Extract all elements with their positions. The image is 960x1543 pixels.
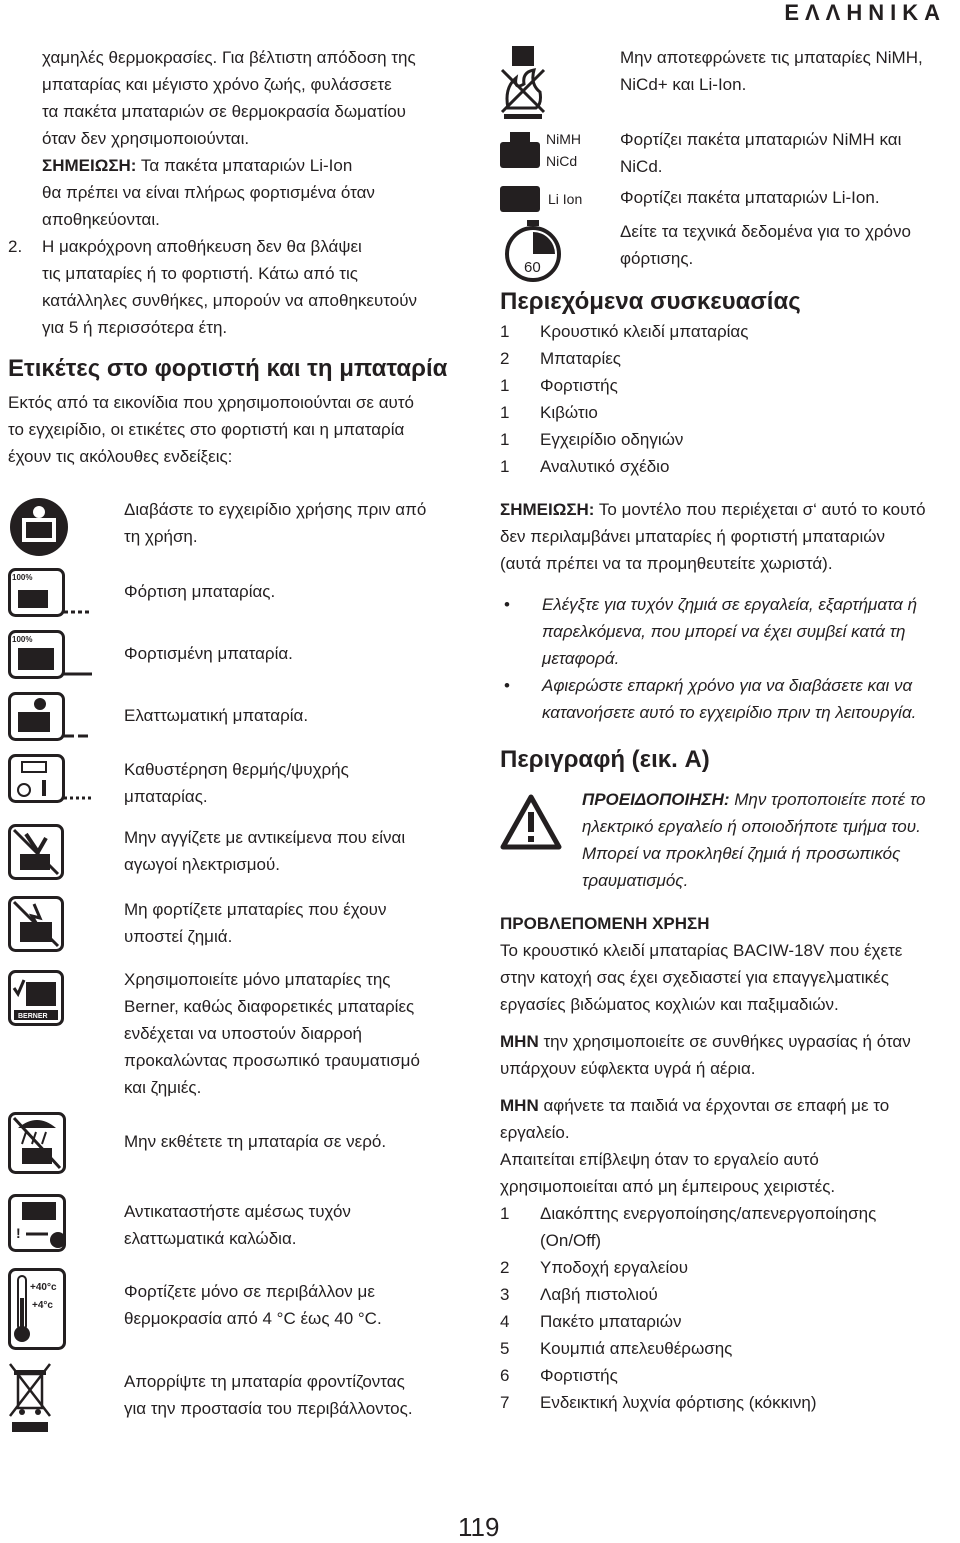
text-line: Η μακρόχρονη αποθήκευση δεν θα βλάψει bbox=[42, 237, 362, 256]
label-row-weee bbox=[8, 1362, 468, 1434]
label-text bbox=[124, 1362, 468, 1422]
text-line: υποστεί ζημιά. bbox=[124, 927, 233, 946]
text-line: χαμηλές θερμοκρασίες. Για βέλτιστη απόδοση της bbox=[42, 48, 416, 67]
language-header: ΕΛΛΗΝΙΚΑ bbox=[784, 0, 946, 25]
text-line: Δείτε τα τεχνικά δεδομένα για το χρόνο bbox=[620, 222, 911, 241]
left-column bbox=[8, 44, 468, 1434]
list-item: 5 Κουμπιά απελευθέρωσης bbox=[500, 1339, 733, 1358]
label-text bbox=[124, 1194, 468, 1252]
label-row-timer bbox=[500, 218, 956, 288]
label-text bbox=[620, 218, 956, 272]
contents-list bbox=[500, 318, 956, 480]
text-line: Μπορεί να προκληθεί ζημιά ή προσωπικός bbox=[582, 844, 901, 863]
text-line: εργασίες βιδώματος κοχλιών και παξιμαδιών. bbox=[500, 995, 839, 1014]
text-line: Φορτίζει πακέτα μπαταριών NiMH και bbox=[620, 130, 902, 149]
timer-60-icon bbox=[502, 220, 564, 290]
text-line: θα πρέπει να είναι πλήρως φορτισμένα όταν bbox=[42, 183, 375, 202]
label-text bbox=[124, 496, 468, 550]
text-line: αγωγοί ηλεκτρισμού. bbox=[124, 855, 281, 874]
text-line: τραυματισμός. bbox=[582, 871, 689, 890]
text-line: Μην αγγίζετε με αντικείμενα που είναι bbox=[124, 828, 406, 847]
children-paragraph: ΜΗΝ αφήνετε τα παιδιά να έρχονται σε επαφή με το εργαλείο. Απαιτείται επίβλεψη όταν το εργαλείο αυτό χρησιμοποιείται από μη έμπειρους χειριστές. bbox=[500, 1092, 956, 1200]
warning-text bbox=[582, 786, 956, 894]
labels-heading: Ετικέτες στο φορτιστή και τη μπαταρία bbox=[8, 355, 448, 382]
no-incinerate-icon bbox=[500, 44, 546, 128]
label-row-water bbox=[8, 1112, 468, 1176]
badge-text: 100% bbox=[12, 635, 33, 644]
text-line: μεταφορά. bbox=[542, 649, 620, 668]
page-number: 119 bbox=[458, 1512, 500, 1542]
list-item: 1 Διακόπτης ενεργοποίησης/απενεργοποίησης (On/Off) bbox=[500, 1204, 877, 1250]
text-line: Ελέγξτε για τυχόν ζημιά σε εργαλεία, εξαρτήματα ή bbox=[542, 595, 918, 614]
text-line: και ζημιές. bbox=[124, 1078, 202, 1097]
li-ion-label: Li Ion bbox=[548, 191, 583, 207]
nicd-label: NiCd bbox=[546, 153, 578, 169]
label-text bbox=[124, 896, 468, 950]
list-item: 6 Φορτιστής bbox=[500, 1366, 618, 1385]
text-line: ελαττωματικά καλώδια. bbox=[124, 1229, 297, 1248]
charging-battery-icon bbox=[8, 568, 92, 626]
text-line: την χρησιμοποιείτε σε συνθήκες υγρασίας ή όταν bbox=[538, 1032, 911, 1051]
text-line: ηλεκτρικό εργαλείο ή οποιοδήποτε τμήμα του. bbox=[582, 817, 921, 836]
text-line: Φορτίζει πακέτα μπαταριών Li-Ion. bbox=[620, 188, 880, 207]
text-line: NiCd+ και Li-Ion. bbox=[620, 75, 747, 94]
text-line: παρελκόμενα, που μπορεί να έχει συμβεί κατά τη bbox=[542, 622, 906, 641]
label-text bbox=[124, 1268, 468, 1332]
intended-use-heading: ΠΡΟΒΛΕΠΟΜΕΝΗ ΧΡΗΣΗ bbox=[500, 914, 710, 933]
text-line: Το κρουστικό κλειδί μπαταρίας BACIW-18V που έχετε bbox=[500, 941, 903, 960]
text-line: Χρησιμοποιείτε μόνο μπαταρίες της bbox=[124, 970, 391, 989]
list-item: 2 Υποδοχή εργαλείου bbox=[500, 1258, 689, 1277]
badge-text: 100% bbox=[12, 573, 33, 582]
bullet-symbol: • bbox=[504, 676, 510, 695]
text-line: Τα πακέτα μπαταριών Li-Ion bbox=[136, 156, 353, 175]
intended-use-text bbox=[500, 937, 956, 1018]
label-row-hot-cold bbox=[8, 754, 468, 810]
parts-list bbox=[500, 1200, 956, 1416]
label-text bbox=[124, 966, 468, 1101]
text-line: Berner, καθώς διαφορετικές μπαταρίες bbox=[124, 997, 415, 1016]
label-row-li-ion bbox=[500, 184, 956, 216]
label-row-read-manual bbox=[8, 496, 468, 556]
no-water-icon bbox=[8, 1112, 66, 1182]
label-row-damaged bbox=[8, 896, 468, 956]
warning-block bbox=[500, 786, 956, 896]
label-text bbox=[620, 44, 956, 98]
label-text bbox=[124, 568, 468, 605]
text-line: Μην τροποποιείτε ποτέ το bbox=[729, 790, 926, 809]
label-row-defective bbox=[8, 692, 468, 744]
read-manual-icon bbox=[8, 496, 70, 566]
text-line: για 5 ή περισσότερα έτη. bbox=[42, 318, 228, 337]
text-line: κατανοήσετε αυτό το εγχειρίδιο πριν τη λειτουργία. bbox=[542, 703, 917, 722]
charged-battery-icon bbox=[8, 630, 92, 688]
right-column bbox=[500, 48, 956, 1416]
no-damaged-battery-icon bbox=[8, 896, 64, 960]
text-line: Φόρτιση μπαταρίας. bbox=[124, 582, 276, 601]
text-line: θερμοκρασία από 4 °C έως 40 °C. bbox=[124, 1309, 382, 1328]
text-line: Απορρίψτε τη μπαταρία φροντίζοντας bbox=[124, 1372, 405, 1391]
warning-triangle-icon bbox=[500, 794, 562, 858]
note-label: ΣΗΜΕΙΩΣΗ: bbox=[42, 156, 137, 175]
text-line: Καθυστέρηση θερμής/ψυχρής bbox=[124, 760, 349, 779]
list-item: 1 Αναλυτικό σχέδιο bbox=[500, 457, 670, 476]
text-line: Μην εκθέτετε τη μπαταρία σε νερό. bbox=[124, 1132, 387, 1151]
storage-paragraph bbox=[8, 44, 468, 233]
berner-battery-only-icon bbox=[8, 970, 64, 1034]
label-text bbox=[124, 1112, 468, 1155]
text-line: φόρτισης. bbox=[620, 249, 694, 268]
list-item: 4 Πακέτο μπαταριών bbox=[500, 1312, 682, 1331]
li-ion-icon bbox=[500, 186, 540, 220]
text-line: υπάρχουν εύφλεκτα υγρά ή αέρια. bbox=[500, 1059, 756, 1078]
restriction-paragraph: ΜΗΝ την χρησιμοποιείτε σε συνθήκες υγρασίας ή όταν υπάρχουν εύφλεκτα υγρά ή αέρια. bbox=[500, 1028, 956, 1082]
description-heading: Περιγραφή (εικ. A) bbox=[500, 746, 710, 773]
text-line: Διαβάστε το εγχειρίδιο χρήσης πριν από bbox=[124, 500, 427, 519]
temp-min-text: +4°c bbox=[32, 1300, 53, 1311]
list-item: 1 Εγχειρίδιο οδηγιών bbox=[500, 430, 684, 449]
text-line: Φορτίζετε μόνο σε περιβάλλον με bbox=[124, 1282, 375, 1301]
text-line: προκαλώντας προσωπικό τραυματισμό bbox=[124, 1051, 420, 1070]
label-text bbox=[124, 630, 468, 667]
label-row-temperature bbox=[8, 1268, 468, 1350]
defective-battery-icon bbox=[8, 692, 92, 750]
list-item: 3 Λαβή πιστολιού bbox=[500, 1285, 658, 1304]
list-item: 1 Κρουστικό κλειδί μπαταρίας bbox=[500, 322, 749, 341]
exclamation-glyph: ! bbox=[16, 1225, 21, 1241]
text-line: τις μπαταρίες ή το φορτιστή. Κάτω από τις bbox=[42, 264, 358, 283]
text-line: για την προστασία του περιβάλλοντος. bbox=[124, 1399, 413, 1418]
replace-cord-icon bbox=[8, 1194, 70, 1260]
text-line: αποθηκεύονται. bbox=[42, 210, 160, 229]
label-text bbox=[124, 754, 468, 810]
list-item bbox=[500, 591, 956, 672]
label-row-nimh bbox=[500, 126, 956, 180]
text-line: δεν περιλαμβάνει μπαταρίες ή φορτιστή μπαταριών bbox=[500, 527, 886, 546]
text-line: χρησιμοποιείται από μη έμπειρους χειριστές. bbox=[500, 1177, 836, 1196]
text-line: κατάλληλες συνθήκες, μπορούν να αποθηκευτούν bbox=[42, 291, 418, 310]
label-text bbox=[620, 184, 956, 211]
numbered-item-2 bbox=[8, 233, 468, 341]
label-row-charging bbox=[8, 568, 468, 620]
no-conductive-objects-icon bbox=[8, 824, 64, 888]
nimh-label: NiMH bbox=[546, 131, 581, 147]
berner-logo-text: BERNER bbox=[18, 1013, 48, 1020]
text-line: Μην αποτεφρώνετε τις μπαταρίες NiMH, bbox=[620, 48, 923, 67]
label-row-charged bbox=[8, 630, 468, 682]
note-label: ΣΗΜΕΙΩΣΗ: bbox=[500, 500, 595, 519]
text-line: Φορτισμένη μπαταρία. bbox=[124, 644, 293, 663]
text-line: το εγχειρίδιο, οι ετικέτες στο φορτιστή και η μπαταρία bbox=[8, 420, 405, 439]
list-item: 2 Μπαταρίες bbox=[500, 349, 621, 368]
text-line: εργαλείο. bbox=[500, 1123, 570, 1142]
text-line: τα πακέτα μπαταριών σε θερμοκρασία δωματίου bbox=[42, 102, 406, 121]
bullet-symbol: • bbox=[504, 595, 510, 614]
label-text bbox=[124, 692, 468, 729]
hot-cold-delay-icon bbox=[8, 754, 92, 812]
contents-heading: Περιεχόμενα συσκευασίας bbox=[500, 288, 801, 315]
text-line: τη χρήση. bbox=[124, 527, 198, 546]
text-line: Μη φορτίζετε μπαταρίες που έχουν bbox=[124, 900, 387, 919]
text-line: όταν δεν χρησιμοποιούνται. bbox=[42, 129, 250, 148]
text-line: έχουν τις ακόλουθες ενδείξεις: bbox=[8, 447, 233, 466]
text-line: Εκτός από τα εικονίδια που χρησιμοποιούνται σε αυτό bbox=[8, 393, 415, 412]
text-line: αφήνετε τα παιδιά να έρχονται σε επαφή με το bbox=[538, 1096, 890, 1115]
item-number: 2. bbox=[8, 237, 23, 256]
text-line: Απαιτείται επίβλεψη όταν το εργαλείο αυτό bbox=[500, 1150, 819, 1169]
contents-note bbox=[500, 496, 956, 577]
text-line: μπαταρίας και μέγιστο χρόνο ζωής, φυλάσσετε bbox=[42, 75, 392, 94]
timer-label: 60 bbox=[524, 259, 541, 276]
text-line: ενδέχεται να υποστούν διαρροή bbox=[124, 1024, 362, 1043]
label-row-berner bbox=[8, 966, 468, 1108]
text-line: (αυτά πρέπει να τα προμηθευτείτε χωριστά). bbox=[500, 554, 833, 573]
weee-bin-icon bbox=[8, 1362, 52, 1442]
text-line: Ελαττωματική μπαταρία. bbox=[124, 706, 309, 725]
label-row-conductive bbox=[8, 824, 468, 882]
list-item bbox=[500, 672, 956, 726]
list-item: 7 Ενδεικτική λυχνία φόρτισης (κόκκινη) bbox=[500, 1393, 817, 1412]
storage-note bbox=[42, 152, 468, 179]
text-line: NiCd. bbox=[620, 157, 663, 176]
text-line: Το μοντέλο που περιέχεται σ‘ αυτό το κουτό bbox=[594, 500, 926, 519]
warning-label: ΠΡΟΕΙΔΟΠΟΙΗΣΗ: bbox=[582, 790, 730, 809]
text-line: Αντικαταστήστε αμέσως τυχόν bbox=[124, 1202, 351, 1221]
label-row-cord bbox=[8, 1194, 468, 1252]
temp-max-text: +40°c bbox=[30, 1282, 57, 1293]
text-line: Αφιερώστε επαρκή χρόνο για να διαβάσετε και να bbox=[542, 676, 913, 695]
label-row-incinerate bbox=[500, 44, 956, 122]
chemistry-labels bbox=[546, 128, 581, 172]
list-item: 1 Κιβώτιο bbox=[500, 403, 598, 422]
bullet-list bbox=[500, 591, 956, 726]
label-text bbox=[124, 824, 468, 878]
labels-description bbox=[8, 389, 468, 470]
temperature-range-icon bbox=[8, 1268, 66, 1358]
nimh-nicd-icon bbox=[500, 132, 540, 176]
text-line: στην κατοχή σας έχει σχεδιαστεί για επαγγελματικές bbox=[500, 968, 889, 987]
list-item: 1 Φορτιστής bbox=[500, 376, 618, 395]
text-line: μπαταρίας. bbox=[124, 787, 208, 806]
label-text bbox=[620, 126, 956, 180]
